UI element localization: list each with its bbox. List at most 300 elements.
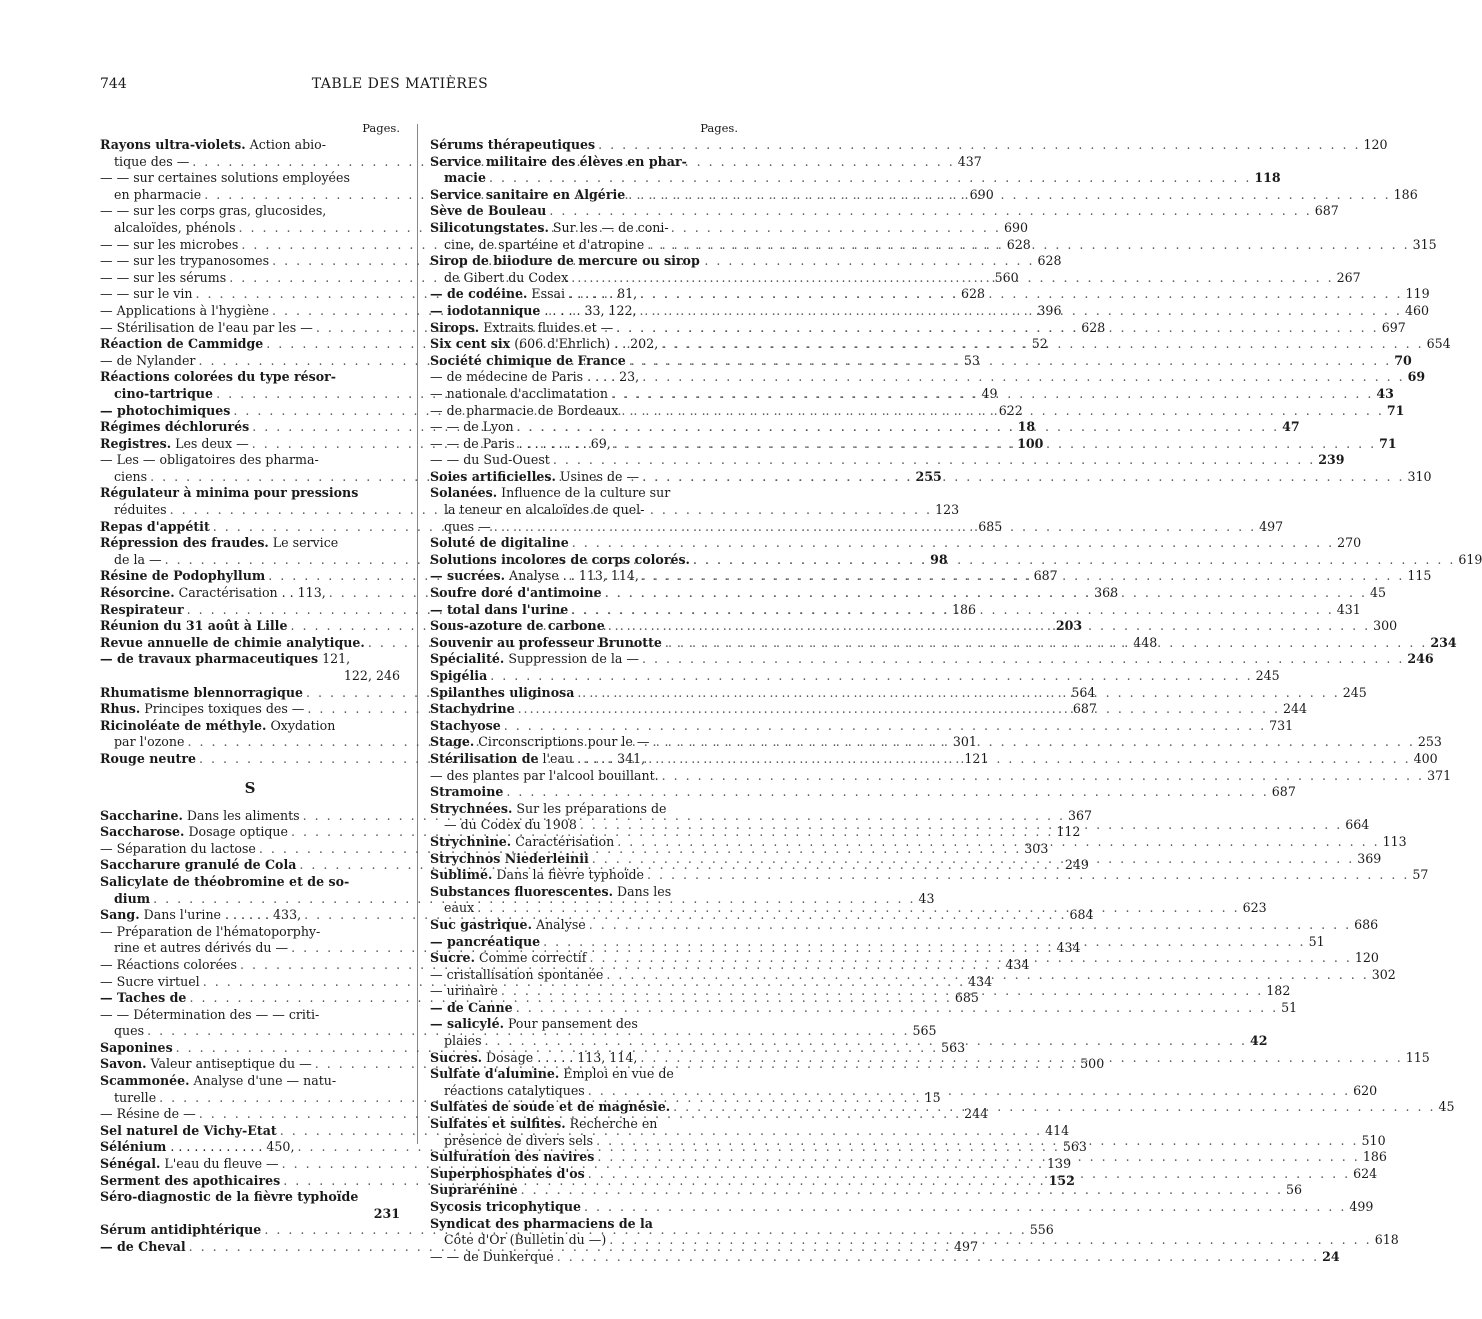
- entry-text: Sulfate d'alumine. Emploi en vue de: [430, 1066, 674, 1082]
- page-reference: 118: [1254, 170, 1281, 186]
- entry-text: — Réactions colorées: [100, 956, 237, 972]
- page-reference: 152: [1048, 1172, 1075, 1188]
- entry-text: — Stérilisation de l'eau par les —: [100, 319, 313, 335]
- index-entry: [430, 1199, 1374, 1216]
- entry-text: Sérum antidiphtérique: [100, 1222, 262, 1238]
- entry-text: 122,: [343, 668, 372, 683]
- page-reference: 45: [1370, 585, 1387, 601]
- page-reference: 56: [1286, 1182, 1303, 1198]
- page-reference: 620: [1353, 1082, 1378, 1098]
- entry-text: Répression des fraudes. Le service: [100, 535, 339, 551]
- index-entry: [100, 718, 400, 735]
- entry-text: Réunion du 31 août à Lille: [100, 618, 288, 634]
- index-entry: [430, 535, 1362, 552]
- dot-leader: [614, 436, 1376, 453]
- dot-leader: [518, 701, 1280, 718]
- dot-leader: [606, 967, 1368, 984]
- index-entry: [430, 717, 1294, 735]
- dot-leader: [506, 784, 1268, 801]
- dot-leader: [640, 1050, 1402, 1067]
- index-entry: [430, 452, 1345, 469]
- page-reference: 120: [1363, 137, 1388, 152]
- index-entry: [100, 203, 400, 220]
- page-reference: 565: [912, 1023, 937, 1039]
- entry-text: Régimes déchlorurés: [100, 419, 250, 435]
- entry-text: Savon. Valeur antiseptique du —: [100, 1056, 312, 1072]
- dot-leader: [588, 1083, 1350, 1100]
- entry-text: Repas d'appétit: [100, 518, 210, 534]
- page-reference: 113: [1382, 833, 1407, 849]
- entry-text: Séro-diagnostic de la fièvre typhoïde: [100, 1189, 359, 1205]
- dot-leader: [494, 519, 1256, 536]
- entry-text: Solanées. Influence de la culture sur: [430, 485, 671, 501]
- dot-leader: [652, 734, 1414, 751]
- page-reference: 249: [1064, 857, 1089, 873]
- entry-text: — salicylé. Pour pansement des: [430, 1016, 638, 1032]
- page-reference: 246: [1407, 651, 1434, 667]
- page-reference: 119: [1405, 286, 1430, 302]
- entry-text: — urinaire: [430, 983, 498, 999]
- entry-text: Sulfuration des navires: [430, 1149, 595, 1165]
- entry-text: Superphosphates d'os: [430, 1165, 585, 1181]
- page-reference: 371: [1427, 767, 1452, 783]
- entry-text: plaies: [444, 1033, 482, 1049]
- dot-leader: [648, 751, 1410, 768]
- page-reference: 434: [1005, 956, 1030, 972]
- dot-leader: [628, 187, 1390, 204]
- entry-text: — du Codex du 1908: [444, 817, 577, 833]
- page-reference: 302: [1371, 966, 1396, 982]
- entry-text: ciens: [114, 468, 148, 484]
- pages-label: Pages.: [362, 121, 400, 135]
- page-title: TABLE DES MATIÈRES: [311, 76, 489, 92]
- index-entry: [100, 668, 400, 685]
- page-reference: 234: [1430, 634, 1457, 650]
- page-reference: 186: [951, 601, 977, 617]
- page-reference: 497: [1259, 518, 1284, 534]
- entry-text: — Séparation du lactose: [100, 840, 256, 856]
- index-entry: [430, 916, 1379, 934]
- page-reference: 245: [1255, 668, 1280, 683]
- dot-leader: [693, 552, 1455, 569]
- entry-text: — de codéine. Essai . . . . . . 81,: [430, 286, 638, 302]
- entry-text: Suprarénine: [430, 1182, 518, 1198]
- index-entry: [430, 485, 738, 502]
- page-reference: 556: [1029, 1222, 1054, 1238]
- entry-text: par l'ozone: [114, 734, 185, 750]
- page-reference: 45: [1438, 1099, 1455, 1115]
- page-reference: 697: [1381, 319, 1406, 335]
- entry-text: Rouge neutre: [100, 750, 197, 766]
- page-reference: 563: [941, 1039, 966, 1055]
- entry-text: Stage. Circonscriptions pour le —: [430, 734, 650, 750]
- entry-text: eaux: [444, 900, 475, 916]
- entry-text: Spécialité. Suppression de la —: [430, 651, 639, 667]
- entry-text: ques —: [444, 518, 491, 534]
- entry-text: dium: [114, 890, 151, 906]
- dot-leader: [577, 685, 1339, 702]
- entry-text: Scammonée. Analyse d'une — natu-: [100, 1073, 337, 1089]
- page-reference: 619: [1458, 551, 1482, 567]
- entry-text: — — sur les corps gras, glucosides,: [100, 203, 327, 219]
- entry-text: Sirops. Extraits fluides et —: [430, 319, 614, 335]
- entry-text: cine, de spartéine et d'atropine: [444, 236, 645, 252]
- dot-leader: [661, 336, 1423, 353]
- entry-text: macie: [444, 170, 486, 186]
- entry-text: Réactions colorées du type résor-: [100, 369, 337, 385]
- index-entry: [100, 1206, 400, 1223]
- dot-leader: [589, 950, 1351, 967]
- page-reference: 112: [1056, 824, 1081, 840]
- page-reference: 690: [1003, 219, 1028, 235]
- dot-leader: [665, 635, 1427, 652]
- page-reference: 57: [1412, 867, 1429, 883]
- dot-leader: [521, 1182, 1283, 1199]
- index-entry: [100, 369, 400, 386]
- page-reference: 53: [963, 352, 980, 368]
- page-reference: 622: [998, 402, 1023, 418]
- page-reference: 52: [1031, 336, 1048, 352]
- page-reference: 414: [1045, 1122, 1070, 1138]
- entry-text: — de médecine de Paris . . . . 23,: [430, 369, 640, 385]
- entry-text: Spilanthes uliginosa: [430, 684, 575, 700]
- index-entry: [430, 1066, 738, 1083]
- entry-text: Sucre. Comme correctif: [430, 950, 587, 966]
- page-reference: 301: [952, 734, 977, 750]
- dot-leader: [517, 419, 1279, 436]
- page-reference: 367: [1068, 807, 1093, 823]
- entry-text: alcaloïdes, phénols: [114, 219, 236, 235]
- entry-text: Rayons ultra-violets. Action abio-: [100, 137, 327, 152]
- page-reference: 623: [1242, 900, 1267, 916]
- page-reference: 71: [1379, 435, 1397, 451]
- page-reference: 497: [954, 1239, 979, 1254]
- entry-text: — cristallisation spontanée: [430, 966, 604, 982]
- page-reference: 434: [968, 973, 993, 989]
- entry-text: Service sanitaire en Algérie: [430, 186, 626, 202]
- index-entry: [430, 884, 738, 901]
- entry-text: Service militaire des élèves en phar-: [430, 153, 687, 169]
- entry-text: Sulfates de soude et de magnésie.: [430, 1099, 671, 1115]
- page-reference: 628: [1006, 236, 1031, 252]
- entry-text: — — de Dunkerque: [430, 1248, 554, 1264]
- dot-leader: [485, 1033, 1247, 1050]
- entry-text: — — du Sud-Ouest: [430, 452, 550, 468]
- entry-text: de Gibert du Codex: [444, 269, 569, 285]
- index-entry: [430, 1248, 1340, 1266]
- dot-leader: [549, 203, 1311, 220]
- page-reference: 685: [978, 518, 1003, 534]
- page-reference: 245: [1342, 684, 1367, 700]
- page-reference: 369: [1357, 850, 1382, 866]
- index-entry: [430, 154, 738, 171]
- dot-leader: [662, 768, 1424, 785]
- entry-text: en pharmacie: [114, 186, 202, 202]
- entry-text: Sélénium . . . . . . . . . . . . 450,: [100, 1139, 295, 1155]
- index-entry: [430, 502, 738, 519]
- entry-text: — — de Paris . . . . . . . . . 69,: [430, 435, 611, 451]
- page-reference: 100: [1017, 435, 1044, 451]
- dot-leader: [617, 834, 1379, 851]
- index-entry: [430, 999, 1298, 1017]
- index-entry: [430, 369, 1426, 386]
- page-header: [0, 76, 800, 98]
- entry-text: Soufre doré d'antimoine: [430, 585, 602, 601]
- section-letter: S: [244, 778, 256, 797]
- entry-text: — total dans l'urine: [430, 601, 569, 617]
- entry-text: Rhus. Principes toxiques des —: [100, 701, 305, 717]
- page-reference: 687: [1271, 784, 1296, 800]
- entry-text: réactions catalytiques: [444, 1082, 585, 1098]
- entry-text: Strychnées. Sur les préparations de: [430, 800, 667, 816]
- entry-text: — Sucre virtuel: [100, 973, 200, 989]
- entry-text: Sulfates et sulfites. Recherche en: [430, 1116, 658, 1132]
- entry-text: Suc gastrique. Analyse: [430, 916, 586, 932]
- page-reference: 51: [1281, 999, 1298, 1015]
- page-reference: 24: [1322, 1248, 1340, 1264]
- page-reference: 687: [1033, 568, 1058, 584]
- page-reference: 460: [1404, 302, 1429, 318]
- page-reference: 18: [1017, 419, 1036, 435]
- index-entry: [430, 767, 1452, 785]
- dot-leader: [589, 917, 1351, 934]
- page-reference: 123: [935, 502, 960, 518]
- dot-leader: [596, 1133, 1358, 1150]
- page-reference: 42: [1249, 1033, 1268, 1049]
- entry-text: Souvenir au professeur Brunotte: [430, 634, 662, 650]
- index-entry: [100, 170, 400, 187]
- entry-text: Résine de Podophyllum: [100, 568, 266, 584]
- entry-text: — de Nylander: [100, 352, 196, 368]
- page-reference: 500: [1080, 1056, 1105, 1072]
- page-reference: 448: [1133, 634, 1158, 650]
- index-entry: [430, 1016, 738, 1033]
- entry-text: — de pharmacie de Bordeaux: [430, 402, 619, 418]
- dot-leader: [553, 452, 1315, 469]
- index-entry: [430, 1182, 1303, 1199]
- index-entry: [430, 668, 1280, 685]
- dot-leader: [580, 817, 1342, 834]
- page-reference: 664: [1345, 817, 1370, 833]
- dot-leader: [642, 651, 1404, 668]
- entry-text: réduites: [114, 502, 167, 518]
- entry-text: présence de divers sels: [444, 1132, 594, 1148]
- entry-text: Sénégal. L'eau du fleuve —: [100, 1156, 279, 1172]
- entry-text: Sève de Bouleau: [430, 203, 547, 219]
- entry-text: — — sur les trypanosomes: [100, 253, 270, 269]
- entry-text: Sel naturel de Vichy-Etat: [100, 1122, 277, 1138]
- entry-text: Six cent six (606 d'Ehrlich) . . 202,: [430, 336, 659, 352]
- entry-text: Registres. Les deux —: [100, 435, 249, 451]
- page-reference: 186: [1393, 186, 1418, 202]
- page-reference: 731: [1269, 717, 1294, 733]
- entry-text: — — Détermination des — — criti-: [100, 1006, 320, 1022]
- entry-text: — iodotannique . . . . . 33, 122,: [430, 302, 637, 318]
- entry-text: Substances fluorescentes. Dans les: [430, 883, 672, 899]
- page-reference: 685: [954, 990, 979, 1006]
- page-reference: 121: [964, 750, 989, 766]
- entry-text: Soies artificielles. Usines de —: [430, 468, 640, 484]
- page-reference: 120: [1354, 950, 1379, 966]
- page-reference: 115: [1405, 1049, 1430, 1065]
- page-reference: 510: [1361, 1132, 1386, 1148]
- index-entry: [100, 924, 400, 941]
- page-number: 744: [100, 76, 127, 92]
- dot-leader: [642, 369, 1404, 386]
- entry-text: Solutions incolores de corps colorés.: [430, 551, 690, 567]
- index-entry: [100, 452, 400, 469]
- index-entry: [430, 1116, 738, 1133]
- dot-leader: [516, 1000, 1278, 1017]
- dot-leader: [647, 237, 1409, 254]
- entry-text: turelle: [114, 1089, 157, 1105]
- index-entry: [100, 874, 400, 891]
- pages-label: Pages.: [700, 121, 738, 135]
- dot-leader: [598, 137, 1360, 154]
- entry-text: Revue annuelle de chimie analytique.: [100, 634, 365, 650]
- entry-text: Côte d'Or (Bulletin du —): [444, 1232, 607, 1248]
- page-reference: 563: [1062, 1139, 1087, 1155]
- page-reference: 687: [1314, 203, 1339, 219]
- entry-text: Régulateur à minima pour pressions: [100, 485, 359, 501]
- dot-leader: [543, 934, 1305, 951]
- entry-text: ques: [114, 1023, 145, 1039]
- dot-leader: [477, 900, 1239, 917]
- entry-text: Sucres. Dosage . . . . . 113, 114,: [430, 1049, 638, 1065]
- entry-text: la teneur en alcaloïdes de quel-: [444, 502, 645, 518]
- index-entry: [430, 651, 1434, 668]
- entry-text: — de travaux pharmaceutiques 121,: [100, 651, 351, 667]
- index-entry: [100, 1189, 400, 1206]
- entry-text: — Préparation de l'hématoporphy-: [100, 923, 321, 939]
- entry-text: — — de Lyon: [430, 419, 514, 435]
- index-entry: [100, 1073, 400, 1090]
- entry-text: — Les — obligatoires des pharma-: [100, 452, 319, 468]
- entry-text: Sang. Dans l'urine . . . . . . 433,: [100, 907, 302, 923]
- entry-text: Salicylate de théobromine et de so-: [100, 873, 350, 889]
- entry-text: Strychnine. Caractérisation: [430, 833, 615, 849]
- dot-leader: [647, 867, 1409, 884]
- entry-text: Soluté de digitaline: [430, 535, 569, 551]
- dot-leader: [501, 983, 1263, 1000]
- index-entry: [430, 801, 738, 818]
- page-reference: 182: [1266, 983, 1291, 999]
- page-reference: 51: [1308, 933, 1325, 949]
- entry-text: — — sur les sérums: [100, 269, 227, 285]
- index-entry: [100, 1007, 400, 1024]
- page-reference: 368: [1094, 585, 1119, 601]
- page-reference: 624: [1353, 1165, 1378, 1181]
- page-reference: 303: [1024, 840, 1049, 856]
- page-reference: 49: [981, 385, 998, 401]
- entry-text: Stramoine: [430, 784, 504, 800]
- dot-leader: [489, 170, 1251, 187]
- entry-text: tique des —: [114, 153, 190, 169]
- entry-text: Rhumatisme blennorragique: [100, 684, 303, 700]
- dot-leader: [490, 668, 1252, 685]
- entry-text: Résorcine. Caractérisation . . 113,: [100, 585, 326, 601]
- entry-text: — Résine de —: [100, 1106, 196, 1122]
- index-entry: [100, 485, 400, 502]
- dot-leader: [588, 1166, 1350, 1183]
- entry-text: Société chimique de France: [430, 352, 626, 368]
- entry-text: — — sur les microbes: [100, 236, 239, 252]
- entry-text: Sirop de biiodure de mercure ou sirop: [430, 253, 700, 269]
- page-reference: 15: [924, 1089, 941, 1105]
- page-reference: 244: [1283, 701, 1308, 717]
- dot-leader: [571, 270, 1333, 287]
- page-reference: 628: [960, 286, 985, 302]
- page-reference: 203: [1055, 618, 1083, 634]
- entry-text: — de Canne: [430, 999, 513, 1015]
- dot-leader: [642, 469, 1404, 486]
- dot-leader: [572, 535, 1334, 552]
- entry-text: — pancréatique: [430, 933, 541, 949]
- entry-text: Stérilisation de l'eau . . . . . 341,: [430, 750, 646, 766]
- entry-text: — sucrées. Analyse . . 113, 114,: [430, 568, 639, 584]
- entry-text: de la —: [114, 551, 162, 567]
- dot-leader: [611, 386, 1373, 403]
- index-entry: [100, 535, 400, 552]
- entry-text: Stachyose: [430, 717, 501, 733]
- page-reference: 628: [1081, 319, 1106, 335]
- entry-text: — nationale d'acclimatation: [430, 385, 608, 401]
- page-reference: 43: [1376, 385, 1394, 401]
- page-reference: 690: [969, 186, 994, 202]
- entry-text: — photochimiques: [100, 402, 231, 418]
- page-reference: 315: [1412, 236, 1437, 252]
- entry-text: Saccharine. Dans les aliments: [100, 807, 300, 823]
- page-reference: 396: [1037, 302, 1062, 318]
- page-reference: 400: [1413, 750, 1438, 766]
- entry-text: Sycosis tricophytique: [430, 1199, 581, 1214]
- entry-text: — Applications à l'hygiène: [100, 302, 270, 318]
- page-reference: 139: [1047, 1156, 1072, 1172]
- dot-leader: [629, 353, 1391, 370]
- dot-leader: [557, 1249, 1319, 1266]
- entry-text: Sérums thérapeutiques: [430, 137, 596, 152]
- dot-leader: [605, 585, 1367, 602]
- index-entry: [430, 137, 1388, 154]
- dot-leader: [640, 286, 1402, 303]
- page-reference: 437: [957, 153, 982, 169]
- page-reference: 231: [373, 1205, 400, 1221]
- dot-leader: [616, 320, 1378, 337]
- page-reference: 618: [1374, 1232, 1399, 1248]
- entry-text: Respirateur: [100, 601, 184, 617]
- entry-text: — de Cheval: [100, 1239, 186, 1254]
- page-reference: 255: [915, 468, 942, 484]
- page-reference: 71: [1386, 402, 1405, 418]
- dot-leader: [584, 1199, 1346, 1216]
- entry-text: Serment des apothicaires: [100, 1172, 281, 1188]
- entry-text: cino-tartrique: [114, 385, 214, 401]
- page-reference: 431: [1336, 601, 1361, 617]
- entry-text: — des plantes par l'alcool bouillant.: [430, 767, 659, 783]
- page-reference: 115: [1407, 568, 1432, 584]
- page-reference: 267: [1336, 269, 1361, 285]
- page-reference: 70: [1394, 352, 1412, 368]
- page-reference: 654: [1426, 336, 1451, 352]
- entry-text: Saponines: [100, 1039, 173, 1055]
- entry-text: Saccharure granulé de Cola: [100, 857, 297, 873]
- page-reference: 246: [375, 668, 400, 683]
- page-reference: 69: [1407, 369, 1426, 385]
- dot-leader: [504, 718, 1266, 735]
- page-reference: 684: [1069, 907, 1094, 923]
- dot-leader: [571, 602, 1333, 619]
- index-entry: [100, 651, 400, 668]
